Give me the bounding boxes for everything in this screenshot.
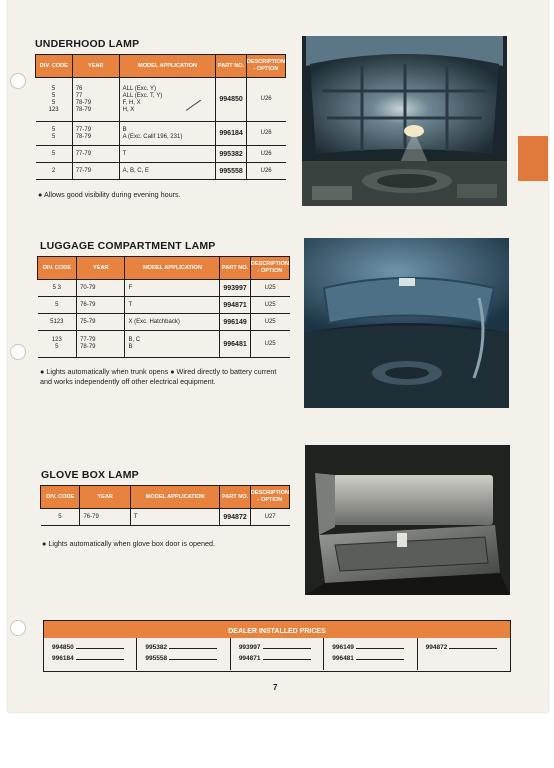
price-column <box>324 638 417 670</box>
div-code-cell <box>36 78 73 122</box>
table-row <box>38 297 290 314</box>
binder-hole <box>10 344 26 360</box>
div-code: 5 <box>51 85 56 92</box>
dealer-prices-heading: DEALER INSTALLED PRICES <box>44 621 510 638</box>
div-code: 5 <box>51 150 56 157</box>
model-application: T <box>133 513 138 520</box>
header-year: YEAR <box>80 486 130 509</box>
part-number: 995558 <box>216 163 246 180</box>
div-code: 5 3 <box>52 284 61 291</box>
price-column <box>231 638 324 670</box>
header-year: YEAR <box>72 55 119 78</box>
description-option: U27 <box>250 509 289 526</box>
year-cell <box>72 122 119 146</box>
underhood-heading: UNDERHOOD LAMP <box>35 38 140 50</box>
price-column <box>137 638 230 670</box>
year: 76 <box>75 85 83 92</box>
year: 77-79 <box>75 126 92 133</box>
table-row <box>36 122 286 146</box>
table-row <box>36 163 286 180</box>
div-code: 123 <box>51 337 62 343</box>
price-blank-line <box>356 653 404 660</box>
header-model-application: MODEL APPLICATION <box>125 257 220 280</box>
div-code: 5 <box>51 99 56 106</box>
price-entry <box>239 642 315 653</box>
header-div-code: DIV. CODE <box>36 55 73 78</box>
div-code-cell <box>36 146 73 163</box>
price-part-number: 994871 <box>238 655 261 662</box>
div-code: 5 <box>55 344 59 350</box>
model-cell <box>125 280 220 297</box>
model-application: ALL (Exc. Y) <box>122 85 156 92</box>
header-model-application: MODEL APPLICATION <box>119 55 216 78</box>
model-cell <box>130 509 219 526</box>
div-code-cell <box>36 163 73 180</box>
bullet-icon: ● <box>38 190 43 199</box>
table-row <box>38 331 290 358</box>
page-number: 7 <box>273 683 278 692</box>
price-column <box>44 638 137 670</box>
bullet-icon: ● <box>42 539 47 548</box>
price-part-number: 993997 <box>238 644 261 651</box>
price-blank-line <box>356 642 404 649</box>
part-number: 995382 <box>216 146 246 163</box>
div-code-cell <box>36 122 73 146</box>
header-description-option: DESCRIPTION - OPTION <box>250 257 289 280</box>
year-cell <box>72 78 119 122</box>
header-row <box>36 55 286 78</box>
div-code-cell <box>38 280 77 297</box>
description-option: U26 <box>246 78 285 122</box>
dealer-prices-box <box>43 620 511 672</box>
note-text: Allows good visibility during evening hours. <box>43 190 181 199</box>
glovebox-photo <box>305 445 510 595</box>
year: 78-79 <box>75 99 92 106</box>
model-application: B <box>122 126 127 133</box>
header-description-option: DESCRIPTION - OPTION <box>246 55 285 78</box>
year: 76-79 <box>80 301 96 308</box>
description-option: U26 <box>246 163 285 180</box>
luggage-heading: LUGGAGE COMPARTMENT LAMP <box>40 240 216 252</box>
model-application: B, C <box>128 337 141 343</box>
year-cell <box>80 509 130 526</box>
year-cell <box>77 297 125 314</box>
model-cell <box>125 314 220 331</box>
year: 78-79 <box>80 344 96 350</box>
model-cell <box>119 122 216 146</box>
year: 76-79 <box>83 513 99 520</box>
description-option: U26 <box>246 122 285 146</box>
price-part-number: 995382 <box>145 644 168 651</box>
year: 78-79 <box>75 106 92 113</box>
year: 77-79 <box>75 150 92 157</box>
description-option: U25 <box>250 297 289 314</box>
price-column <box>418 638 510 670</box>
luggage-photo <box>304 238 509 408</box>
div-code: 5 <box>51 92 56 99</box>
part-number: 996184 <box>216 122 246 146</box>
price-part-number: 994850 <box>52 644 74 651</box>
header-part-no: PART NO. <box>220 257 250 280</box>
luggage-note <box>40 367 288 386</box>
model-cell <box>125 297 220 314</box>
year-cell <box>77 331 125 358</box>
header-div-code: DIV. CODE <box>41 486 80 509</box>
header-div-code: DIV. CODE <box>38 257 77 280</box>
price-blank-line <box>169 642 217 649</box>
price-entry <box>332 653 408 664</box>
div-code-cell <box>38 297 77 314</box>
part-number: 996481 <box>220 331 250 358</box>
price-blank-line <box>76 642 124 649</box>
luggage-table <box>37 256 290 358</box>
glovebox-heading: GLOVE BOX LAMP <box>41 469 139 481</box>
part-number: 994871 <box>220 297 250 314</box>
div-code: 5 <box>51 126 56 133</box>
price-blank-line <box>76 653 124 660</box>
year: 77-79 <box>80 337 96 343</box>
year: 77-79 <box>75 167 92 174</box>
year-cell <box>77 314 125 331</box>
header-row <box>41 486 290 509</box>
description-option: U26 <box>246 146 285 163</box>
year: 75-79 <box>80 318 96 325</box>
price-part-number: 994872 <box>425 644 448 651</box>
price-blank-line <box>263 653 311 660</box>
model-cell <box>119 78 216 122</box>
price-part-number: 996184 <box>52 655 74 662</box>
price-entry <box>426 642 502 653</box>
model-application: ALL (Exc. T, Y) <box>122 92 163 99</box>
header-year: YEAR <box>77 257 125 280</box>
note-text: Lights automatically when glove box door is opened. <box>48 539 215 548</box>
header-part-no: PART NO. <box>216 55 246 78</box>
div-code-cell <box>41 509 80 526</box>
model-application: T <box>128 301 133 308</box>
price-blank-line <box>169 653 217 660</box>
header-part-no: PART NO. <box>220 486 250 509</box>
div-code-cell <box>38 314 77 331</box>
description-option: U25 <box>250 314 289 331</box>
underhood-note <box>38 190 288 200</box>
description-option: U25 <box>250 280 289 297</box>
underhood-photo <box>302 36 507 206</box>
model-application: F, H, X <box>122 99 141 106</box>
glovebox-note <box>42 539 290 549</box>
div-code: 5 <box>58 513 62 520</box>
div-code: 5 <box>51 133 56 140</box>
description-option: U25 <box>250 331 289 358</box>
model-application: A, B, C, E <box>122 167 149 174</box>
note-text: Lights automatically when trunk opens ● Wired directly to battery current and works independently off other electrical equipment. <box>40 367 277 386</box>
section-tab <box>518 136 548 181</box>
model-cell <box>125 331 220 358</box>
div-code: 2 <box>51 167 56 174</box>
glovebox-table <box>40 485 290 526</box>
price-blank-line <box>449 642 497 649</box>
underhood-table <box>35 54 286 180</box>
header-row <box>38 257 290 280</box>
price-entry <box>52 642 128 653</box>
bullet-icon: ● <box>40 367 45 376</box>
model-application: T <box>122 150 127 157</box>
price-entry <box>145 653 221 664</box>
table-row <box>36 146 286 163</box>
model-cell <box>119 163 216 180</box>
year-cell <box>72 146 119 163</box>
price-part-number: 996149 <box>332 644 354 651</box>
model-application: B <box>128 344 133 350</box>
part-number: 993997 <box>220 280 250 297</box>
header-description-option: DESCRIPTION - OPTION <box>250 486 289 509</box>
price-entry <box>332 642 408 653</box>
price-entry <box>52 653 128 664</box>
year-cell <box>77 280 125 297</box>
table-row <box>41 509 290 526</box>
year: 78-79 <box>75 133 92 140</box>
binder-hole <box>10 620 26 636</box>
div-code: 123 <box>48 106 59 113</box>
part-number: 994872 <box>220 509 250 526</box>
year: 77 <box>75 92 83 99</box>
table-row <box>38 280 290 297</box>
table-row <box>36 78 286 122</box>
model-application: H, X <box>122 106 135 113</box>
price-part-number: 995558 <box>145 655 168 662</box>
price-columns <box>44 638 510 670</box>
price-part-number: 996481 <box>332 655 354 662</box>
price-entry <box>239 653 315 664</box>
table-row <box>38 314 290 331</box>
div-code: 5123 <box>50 318 64 325</box>
model-application: F <box>128 284 133 291</box>
price-entry <box>145 642 221 653</box>
year-cell <box>72 163 119 180</box>
model-application: A (Exc. Calif 196, 231) <box>122 133 183 140</box>
year: 70-79 <box>80 284 96 291</box>
price-blank-line <box>263 642 311 649</box>
model-cell <box>119 146 216 163</box>
div-code-cell <box>38 331 77 358</box>
binder-hole <box>10 73 26 89</box>
header-model-application: MODEL APPLICATION <box>130 486 219 509</box>
div-code: 5 <box>55 301 59 308</box>
part-number: 994850 <box>216 78 246 122</box>
part-number: 996149 <box>220 314 250 331</box>
model-application: X (Exc. Hatchback) <box>128 318 180 325</box>
